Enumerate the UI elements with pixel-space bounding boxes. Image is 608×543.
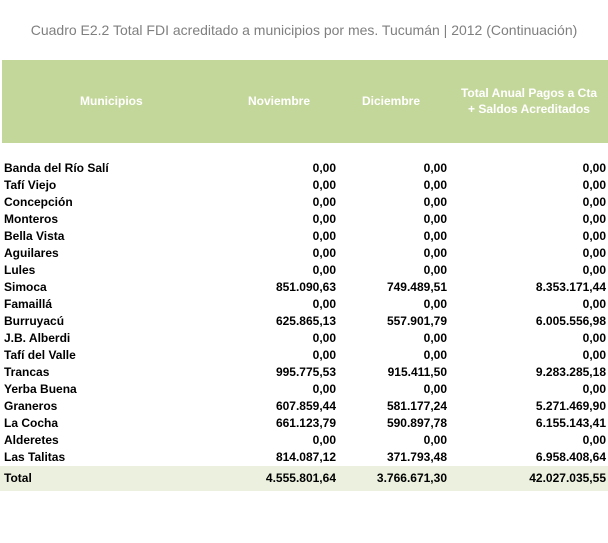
row-municipio: Yerba Buena (4, 382, 77, 396)
row-municipio: Las Talitas (4, 450, 66, 464)
row-diciembre: 0,00 (423, 263, 447, 277)
row-diciembre: 0,00 (423, 331, 447, 345)
table-row (0, 160, 608, 177)
row-noviembre: 0,00 (312, 263, 336, 277)
table-row (0, 262, 608, 279)
row-noviembre: 607.859,44 (275, 399, 336, 413)
row-municipio: Tafí del Valle (4, 348, 76, 362)
row-diciembre: 581.177,24 (386, 399, 447, 413)
header-diciembre: Diciembre (362, 94, 421, 108)
row-municipio: Aguilares (4, 246, 59, 260)
table-row (0, 347, 608, 364)
table-row (0, 211, 608, 228)
row-diciembre: 0,00 (423, 297, 447, 311)
table-header (2, 60, 608, 143)
row-municipio: Famaillá (4, 297, 53, 311)
row-total: 0,00 (582, 297, 606, 311)
row-municipio: J.B. Alberdi (4, 331, 71, 345)
header-noviembre: Noviembre (248, 94, 311, 108)
row-municipio: Banda del Río Salí (4, 161, 109, 175)
total-anual: 42.027.035,55 (529, 471, 606, 485)
row-diciembre: 0,00 (423, 212, 447, 226)
table-row (0, 381, 608, 398)
row-diciembre: 0,00 (423, 161, 447, 175)
row-noviembre: 0,00 (312, 297, 336, 311)
table-body (0, 160, 608, 466)
row-total: 6.155.143,41 (535, 416, 606, 430)
row-diciembre: 915.411,50 (387, 365, 447, 379)
row-total: 0,00 (582, 161, 606, 175)
row-municipio: Lules (4, 263, 36, 277)
row-noviembre: 625.865,13 (275, 314, 336, 328)
row-diciembre: 0,00 (423, 246, 447, 260)
row-municipio: Bella Vista (4, 229, 65, 243)
table-row (0, 364, 608, 381)
header-total-anual (448, 85, 608, 117)
row-municipio: Alderetes (4, 433, 59, 447)
row-municipio: Tafí Viejo (4, 178, 57, 192)
table-row (0, 177, 608, 194)
row-total: 0,00 (582, 382, 606, 396)
row-noviembre: 0,00 (312, 229, 336, 243)
row-noviembre: 0,00 (312, 212, 336, 226)
row-noviembre: 0,00 (312, 331, 336, 345)
row-noviembre: 0,00 (312, 161, 336, 175)
row-total: 0,00 (582, 433, 606, 447)
header-total-line1: Total Anual Pagos a Cta (460, 86, 598, 100)
row-diciembre: 557.901,79 (386, 314, 447, 328)
row-diciembre: 590.897,78 (386, 416, 447, 430)
row-noviembre: 661.123,79 (275, 416, 336, 430)
row-total: 9.283.285,18 (535, 365, 606, 379)
row-total: 0,00 (582, 195, 606, 209)
table-row (0, 313, 608, 330)
table-row (0, 398, 608, 415)
total-label: Total (4, 471, 32, 485)
row-noviembre: 0,00 (312, 348, 336, 362)
row-total: 0,00 (582, 348, 606, 362)
row-diciembre: 749.489,51 (386, 280, 447, 294)
row-noviembre: 995.775,53 (275, 365, 336, 379)
total-diciembre: 3.766.671,30 (376, 471, 447, 485)
total-row (0, 466, 608, 491)
table-row (0, 432, 608, 449)
table-title: Cuadro E2.2 Total FDI acreditado a municipios por mes. Tucumán | 2012 (Continuación) (30, 22, 578, 38)
row-municipio: Concepción (4, 195, 73, 209)
table-row (0, 279, 608, 296)
row-municipio: Burruyacú (4, 314, 65, 328)
row-municipio: Monteros (4, 212, 58, 226)
header-total-line2: + Saldos Acreditados (468, 102, 590, 116)
row-diciembre: 0,00 (423, 229, 447, 243)
row-noviembre: 0,00 (312, 382, 336, 396)
row-noviembre: 0,00 (312, 178, 336, 192)
table-row (0, 330, 608, 347)
row-noviembre: 851.090,63 (275, 280, 336, 294)
header-municipios: Municipios (80, 94, 143, 108)
row-total: 0,00 (582, 263, 606, 277)
row-diciembre: 0,00 (423, 433, 447, 447)
table-row (0, 228, 608, 245)
row-total: 6.958.408,64 (535, 450, 606, 464)
row-municipio: Simoca (4, 280, 47, 294)
row-total: 6.005.556,98 (535, 314, 606, 328)
row-diciembre: 0,00 (423, 348, 447, 362)
row-noviembre: 814.087,12 (275, 450, 336, 464)
table-row (0, 245, 608, 262)
row-municipio: La Cocha (4, 416, 59, 430)
row-noviembre: 0,00 (312, 433, 336, 447)
row-total: 0,00 (582, 246, 606, 260)
row-total: 8.353.171,44 (535, 280, 606, 294)
row-total: 0,00 (582, 212, 606, 226)
row-diciembre: 0,00 (423, 195, 447, 209)
row-diciembre: 0,00 (423, 382, 447, 396)
total-noviembre: 4.555.801,64 (265, 471, 336, 485)
table-row (0, 449, 608, 466)
row-total: 0,00 (582, 178, 606, 192)
row-municipio: Trancas (4, 365, 50, 379)
table-row (0, 194, 608, 211)
row-total: 0,00 (582, 331, 606, 345)
row-total: 5.271.469,90 (535, 399, 606, 413)
row-noviembre: 0,00 (312, 246, 336, 260)
table-row (0, 296, 608, 313)
row-diciembre: 371.793,48 (386, 450, 447, 464)
row-noviembre: 0,00 (312, 195, 336, 209)
row-total: 0,00 (582, 229, 606, 243)
row-municipio: Graneros (4, 399, 58, 413)
table-row (0, 415, 608, 432)
row-diciembre: 0,00 (423, 178, 447, 192)
